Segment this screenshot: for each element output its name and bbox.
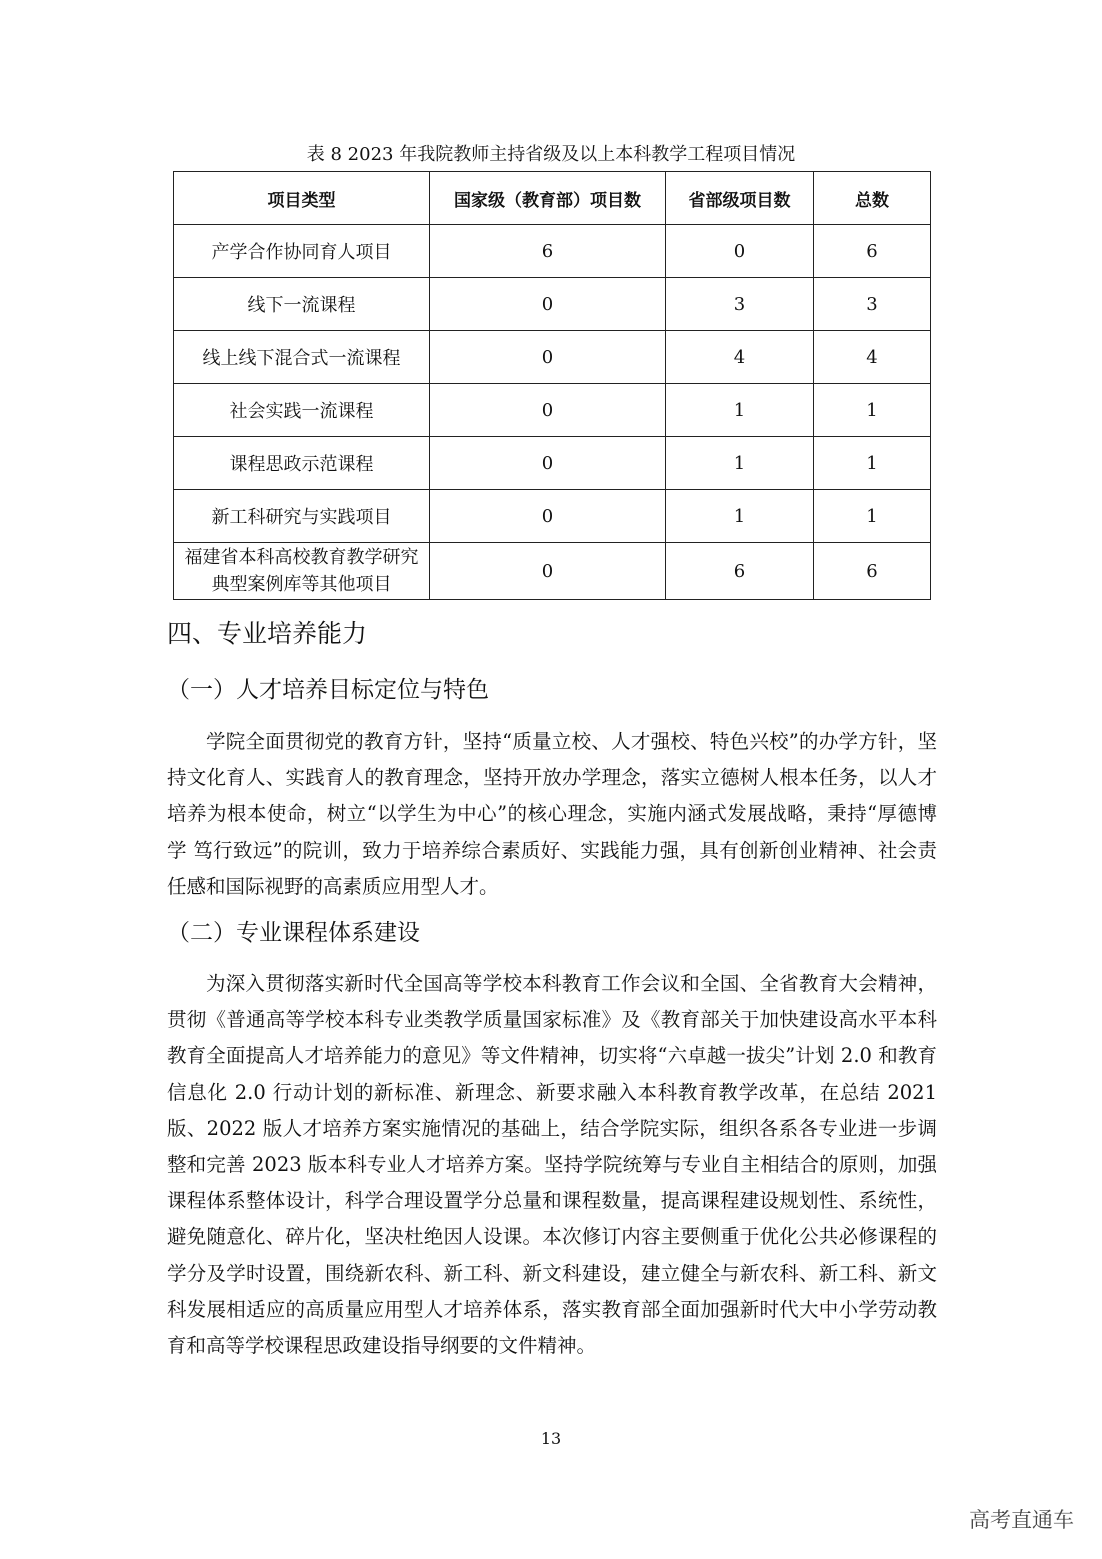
paragraph-2: 为深入贯彻落实新时代全国高等学校本科教育工作会议和全国、全省教育大会精神，贯彻《普通高等学校本科专业类教学质量国家标准》及《教育部关于加快建设高水平本科教育全面提高人才培养能力的意见》等文件精神，切实将“六卓越一拔尖”计划 2.0 和教育信息化 2.0 行动计划的新标准、新理念、新要求融入本科教育教学改革，在总结 2021 版、2022 版人才培养方案实施情况的基础上，结合学院实际，组织各系各专业进一步调整和完善 2023 版本科专业人才培养方案。坚持学院统筹与专业自主相结合的原则，加强课程体系整体设计，科学合理设置学分总量和课程数量，提高课程建设规划性、系统性，避免随意化、碎片化，坚决杜绝因人设课。本次修订内容主要侧重于优化公共必修课程的学分及学时设置，围绕新农科、新工科、新文科建设，建立健全与新农科、新工科、新文科发展相适应的高质量应用型人才培养体系，落实教育部全面加强新时代大中小学劳动教育和高等学校课程思政建设指导纲要的文件精神。 bbox=[167, 972, 937, 1358]
watermark: 高考直通车 bbox=[969, 1508, 1074, 1532]
page-number: 13 bbox=[540, 1429, 562, 1448]
cell-national: 0 bbox=[430, 543, 666, 600]
subsection-heading-2: （二）专业课程体系建设 bbox=[167, 920, 420, 946]
cell-national: 0 bbox=[430, 278, 666, 331]
table-row bbox=[174, 225, 931, 278]
cell-project-type: 产学合作协同育人项目 bbox=[174, 225, 430, 278]
header-project-type: 项目类型 bbox=[174, 172, 430, 225]
cell-provincial: 1 bbox=[666, 490, 814, 543]
table-row bbox=[174, 490, 931, 543]
cell-total: 1 bbox=[814, 384, 931, 437]
cell-provincial: 0 bbox=[666, 225, 814, 278]
subsection-heading-1: （一）人才培养目标定位与特色 bbox=[167, 677, 489, 703]
cell-national: 0 bbox=[430, 490, 666, 543]
table-header-row bbox=[174, 172, 931, 225]
header-total: 总数 bbox=[814, 172, 931, 225]
cell-national: 0 bbox=[430, 384, 666, 437]
cell-total: 1 bbox=[814, 490, 931, 543]
table-row bbox=[174, 278, 931, 331]
cell-project-type: 新工科研究与实践项目 bbox=[174, 490, 430, 543]
table-row bbox=[174, 437, 931, 490]
header-national-count: 国家级（教育部）项目数 bbox=[430, 172, 666, 225]
cell-national: 0 bbox=[430, 437, 666, 490]
header-provincial-count: 省部级项目数 bbox=[666, 172, 814, 225]
cell-provincial: 6 bbox=[666, 543, 814, 600]
table-row bbox=[174, 384, 931, 437]
cell-national: 6 bbox=[430, 225, 666, 278]
table-row bbox=[174, 543, 931, 600]
table-row bbox=[174, 331, 931, 384]
cell-provincial: 3 bbox=[666, 278, 814, 331]
cell-project-type: 线下一流课程 bbox=[174, 278, 430, 331]
cell-provincial: 4 bbox=[666, 331, 814, 384]
cell-total: 1 bbox=[814, 437, 931, 490]
table-caption: 表 8 2023 年我院教师主持省级及以上本科教学工程项目情况 bbox=[306, 144, 796, 165]
paragraph-1: 学院全面贯彻党的教育方针，坚持“质量立校、人才强校、特色兴校”的办学方针，坚持文化育人、实践育人的教育理念，坚持开放办学理念，落实立德树人根本任务，以人才培养为根本使命，树立“以学生为中心”的核心理念，实施内涵式发展战略，秉持“厚德博学 笃行致远”的院训，致力于培养综合素质好、实践能力强，具有创新创业精神、社会责任感和国际视野的高素质应用型人才。 bbox=[167, 730, 937, 898]
cell-project-type: 福建省本科高校教育教学研究典型案例库等其他项目 bbox=[174, 543, 430, 600]
cell-project-type: 线上线下混合式一流课程 bbox=[174, 331, 430, 384]
cell-provincial: 1 bbox=[666, 437, 814, 490]
cell-total: 6 bbox=[814, 543, 931, 600]
projects-table bbox=[173, 171, 931, 600]
section-heading: 四、专业培养能力 bbox=[167, 619, 368, 648]
cell-project-type: 社会实践一流课程 bbox=[174, 384, 430, 437]
cell-total: 4 bbox=[814, 331, 931, 384]
cell-total: 3 bbox=[814, 278, 931, 331]
cell-total: 6 bbox=[814, 225, 931, 278]
cell-project-type: 课程思政示范课程 bbox=[174, 437, 430, 490]
cell-provincial: 1 bbox=[666, 384, 814, 437]
cell-national: 0 bbox=[430, 331, 666, 384]
